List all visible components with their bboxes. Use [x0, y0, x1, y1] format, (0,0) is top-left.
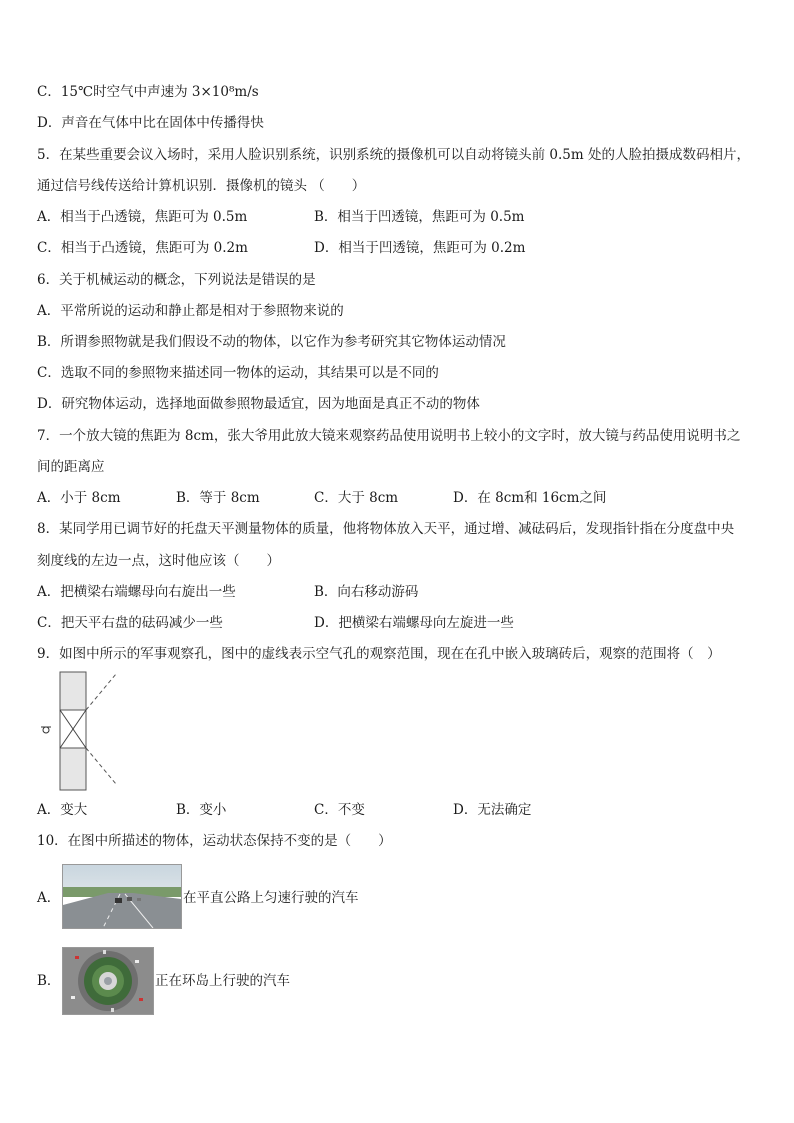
- q6-option-d: D．研究物体运动，选择地面做参照物最适宜，因为地面是真正不动的物体: [37, 396, 480, 412]
- q7-option-b: B．等于 8cm: [176, 490, 260, 506]
- question-6: 6．关于机械运动的概念，下列说法是错误的是: [37, 272, 316, 288]
- highway-car-photo: [62, 864, 182, 929]
- q8-option-b: B．向右移动游码: [314, 584, 419, 600]
- question-7-line1: 7．一个放大镜的焦距为 8cm，张大爷用此放大镜来观察药品使用说明书上较小的文字时，放大镜与药品使用说明书之: [37, 428, 741, 444]
- q9-option-a: A．变大: [37, 802, 88, 818]
- q9-option-d: D．无法确定: [453, 802, 532, 818]
- observation-hole-diagram: [38, 670, 128, 795]
- q7-option-c: C．大于 8cm: [314, 490, 399, 506]
- q9-option-b: B．变小: [176, 802, 227, 818]
- q7-option-a: A．小于 8cm: [37, 490, 121, 506]
- question-5-line1: 5．在某些重要会议入场时，采用人脸识别系统，识别系统的摄像机可以自动将镜头前 0.5m 处的人脸拍摄成数码相片，: [37, 147, 750, 163]
- q10-option-a-text: 在平直公路上匀速行驶的汽车: [183, 890, 359, 906]
- eye-icon: [41, 727, 51, 733]
- question-9: 9．如图中所示的军事观察孔，图中的虚线表示空气孔的观察范围，现在在孔中嵌入玻璃砖后，观察的范围将（ ）: [37, 646, 721, 662]
- question-10: 10．在图中所描述的物体，运动状态保持不变的是（ ）: [37, 833, 392, 849]
- option-d-q4: D．声音在气体中比在固体中传播得快: [37, 115, 264, 131]
- q8-option-c: C．把天平右盘的砝码减少一些: [37, 615, 223, 631]
- q8-option-d: D．把横梁右端螺母向左旋进一些: [314, 615, 514, 631]
- q10-option-b-text: 正在环岛上行驶的汽车: [155, 973, 290, 989]
- q7-option-d: D．在 8cm和 16cm之间: [453, 490, 607, 506]
- q6-option-c: C．选取不同的参照物来描述同一物体的运动，其结果可以是不同的: [37, 365, 439, 381]
- q9-option-c: C．不变: [314, 802, 365, 818]
- option-c-q4: C．15℃时空气中声速为 3×10⁸m/s: [37, 84, 259, 100]
- q6-option-a: A．平常所说的运动和静止都是相对于参照物来说的: [37, 303, 344, 319]
- roundabout-photo: [62, 947, 154, 1015]
- q5-option-d: D．相当于凹透镜，焦距可为 0.2m: [314, 240, 526, 256]
- q8-option-a: A．把横梁右端螺母向右旋出一些: [37, 584, 236, 600]
- q10-option-b-label: B．: [37, 973, 61, 989]
- q5-option-c: C．相当于凸透镜，焦距可为 0.2m: [37, 240, 248, 256]
- question-8-line1: 8．某同学用已调节好的托盘天平测量物体的质量，他将物体放入天平，通过增、减砝码后，发现指针指在分度盘中央: [37, 521, 735, 537]
- question-7-line2: 间的距离应: [37, 459, 105, 475]
- q5-option-b: B．相当于凹透镜，焦距可为 0.5m: [314, 209, 525, 225]
- q10-option-a-label: A．: [37, 890, 61, 906]
- q5-option-a: A．相当于凸透镜，焦距可为 0.5m: [37, 209, 248, 225]
- question-5-line2: 通过信号线传送给计算机识别．摄像机的镜头 （ ）: [37, 178, 366, 194]
- question-8-line2: 刻度线的左边一点，这时他应该（ ）: [37, 553, 280, 569]
- q6-option-b: B．所谓参照物就是我们假设不动的物体，以它作为参考研究其它物体运动情况: [37, 334, 506, 350]
